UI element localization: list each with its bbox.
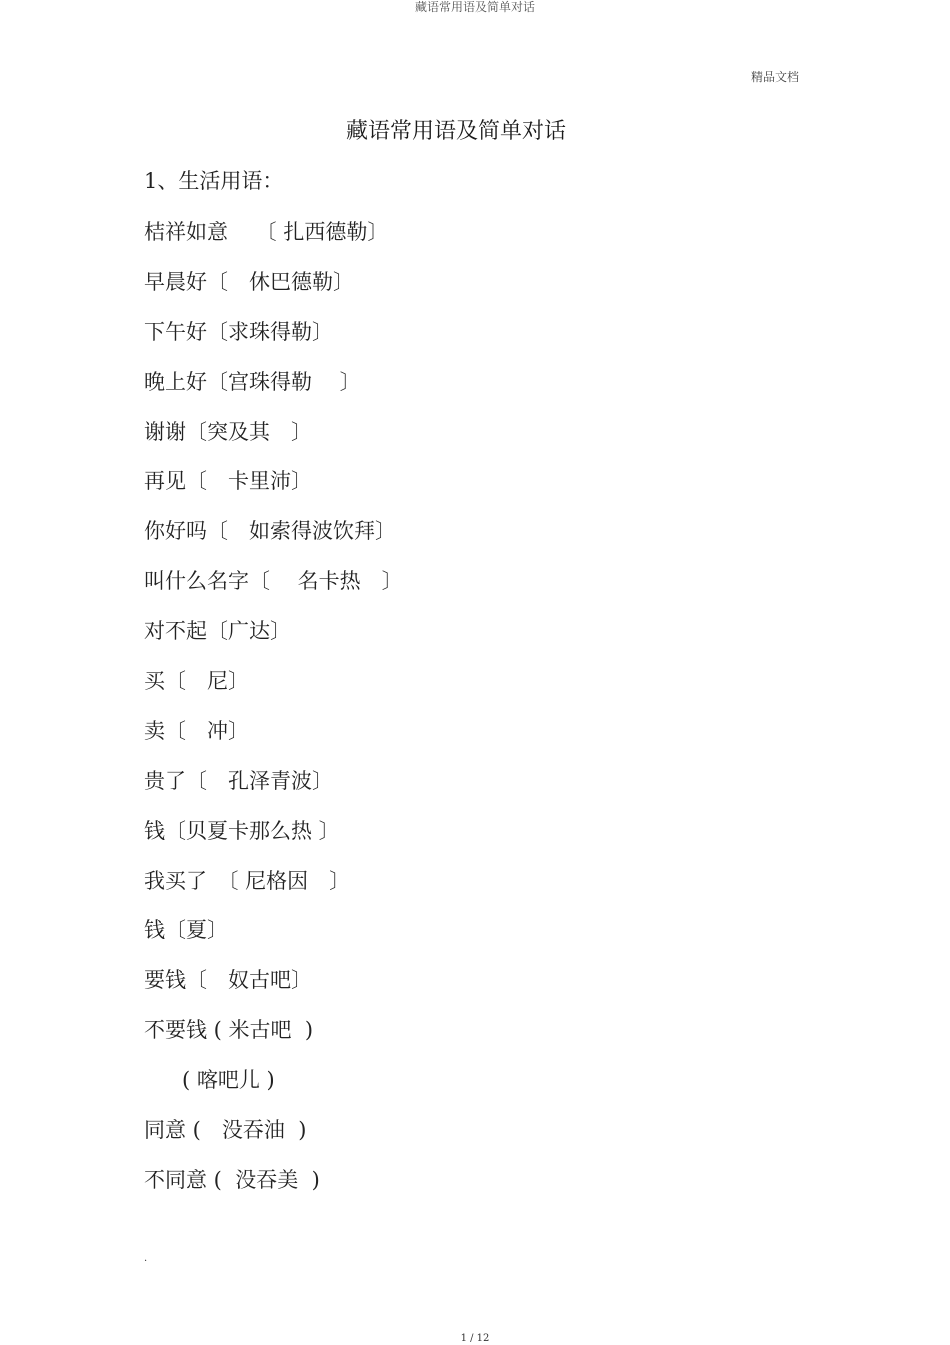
- stray-mark: .: [144, 1253, 148, 1264]
- phrase-line: 不同意 ( 没吞美 ): [144, 1167, 320, 1192]
- phrase-line-alternate: ( 喀吧儿 ): [182, 1068, 275, 1093]
- section-heading: 1、生活用语：: [144, 169, 284, 193]
- phrase-line: 钱〔贝夏卡那么热 〕: [144, 818, 340, 843]
- page-title: 藏语常用语及简单对话: [346, 119, 567, 144]
- phrase-list: [144, 218, 403, 1216]
- page-number: 1 / 12: [460, 1333, 490, 1344]
- phrase-line: 卖〔 冲〕: [144, 718, 249, 743]
- phrase-line: 买〔 尼〕: [144, 669, 249, 694]
- phrase-line: 早晨好〔 休巴德勒〕: [144, 269, 354, 294]
- phrase-line: 晚上好〔宫珠得勒 〕: [144, 369, 361, 394]
- phrase-line: 不要钱 ( 米古吧 ): [144, 1018, 314, 1043]
- phrase-line: 谢谢〔突及其 〕: [144, 419, 312, 444]
- phrase-line: 你好吗〔 如索得波饮拜〕: [144, 519, 396, 544]
- corner-label: 精品文档: [751, 70, 800, 84]
- phrase-line: 下午好〔求珠得勒〕: [144, 319, 333, 344]
- phrase-line: 钱〔夏〕: [144, 918, 228, 943]
- phrase-line: 要钱〔 奴古吧〕: [144, 968, 312, 993]
- phrase-line: 桔祥如意 〔 扎西德勒〕: [144, 220, 389, 244]
- phrase-line: 再见〔 卡里沛〕: [144, 469, 312, 494]
- phrase-line: 我买了 〔 尼格因 〕: [144, 868, 351, 893]
- running-header: 藏语常用语及简单对话: [414, 0, 535, 14]
- phrase-line: 对不起〔广达〕: [144, 619, 291, 644]
- phrase-line: 贵了〔 孔泽青波〕: [144, 768, 333, 793]
- phrase-line: 叫什么名字〔 名卡热 〕: [144, 569, 403, 594]
- phrase-line: 同意 ( 没吞油 ): [144, 1118, 307, 1143]
